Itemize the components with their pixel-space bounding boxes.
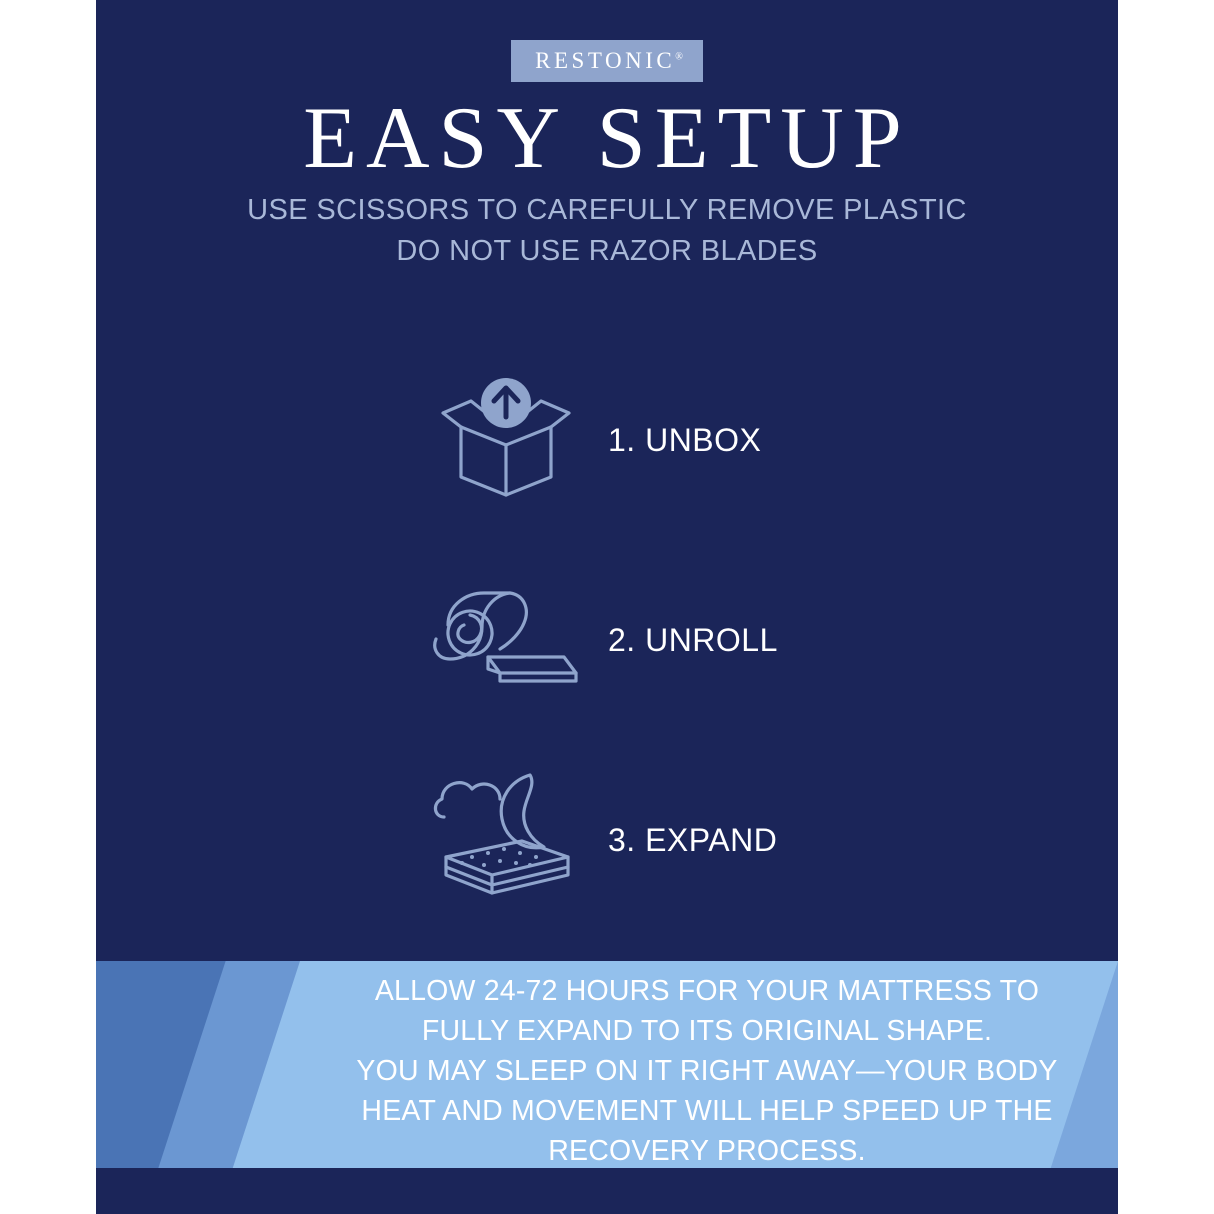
- step-label-unroll: 2. UNROLL: [608, 621, 778, 658]
- subtitle: [96, 190, 1118, 272]
- brand-logo-badge: [511, 40, 703, 82]
- banner-line-5: RECOVERY PROCESS.: [548, 1135, 866, 1167]
- subtitle-line-1: USE SCISSORS TO CAREFULLY REMOVE PLASTIC: [247, 194, 967, 226]
- banner-line-4: HEAT AND MOVEMENT WILL HELP SPEED UP THE: [361, 1095, 1053, 1127]
- step-item-unbox: [96, 340, 1118, 540]
- banner-line-1: ALLOW 24-72 HOURS FOR YOUR MATTRESS TO: [374, 975, 1040, 1007]
- banner-line-2: FULLY EXPAND TO ITS ORIGINAL SHAPE.: [421, 1015, 993, 1047]
- step-item-expand: [96, 740, 1118, 940]
- poster-panel: [96, 0, 1118, 1214]
- page-title: EASY SETUP: [303, 90, 911, 187]
- steps-list: [96, 340, 1118, 940]
- brand-logo-text: RESTONIC: [535, 48, 676, 73]
- subtitle-line-2: DO NOT USE RAZOR BLADES: [396, 235, 818, 267]
- banner-line-3: YOU MAY SLEEP ON IT RIGHT AWAY—YOUR BODY: [356, 1055, 1058, 1087]
- step-label-expand: 3. EXPAND: [608, 821, 778, 858]
- footer-strip: [96, 1168, 1118, 1214]
- step-label-unbox: 1. UNBOX: [608, 421, 762, 458]
- mattress-moon-cloud-icon: [426, 760, 586, 920]
- rolled-mattress-icon: [426, 560, 586, 720]
- step-item-unroll: [96, 540, 1118, 740]
- brand-logo: [96, 40, 1118, 82]
- expansion-notice-banner: [96, 961, 1118, 1168]
- banner-text: [326, 971, 1088, 1168]
- trademark-symbol: ®: [675, 51, 683, 63]
- open-box-with-up-arrow-icon: [426, 360, 586, 520]
